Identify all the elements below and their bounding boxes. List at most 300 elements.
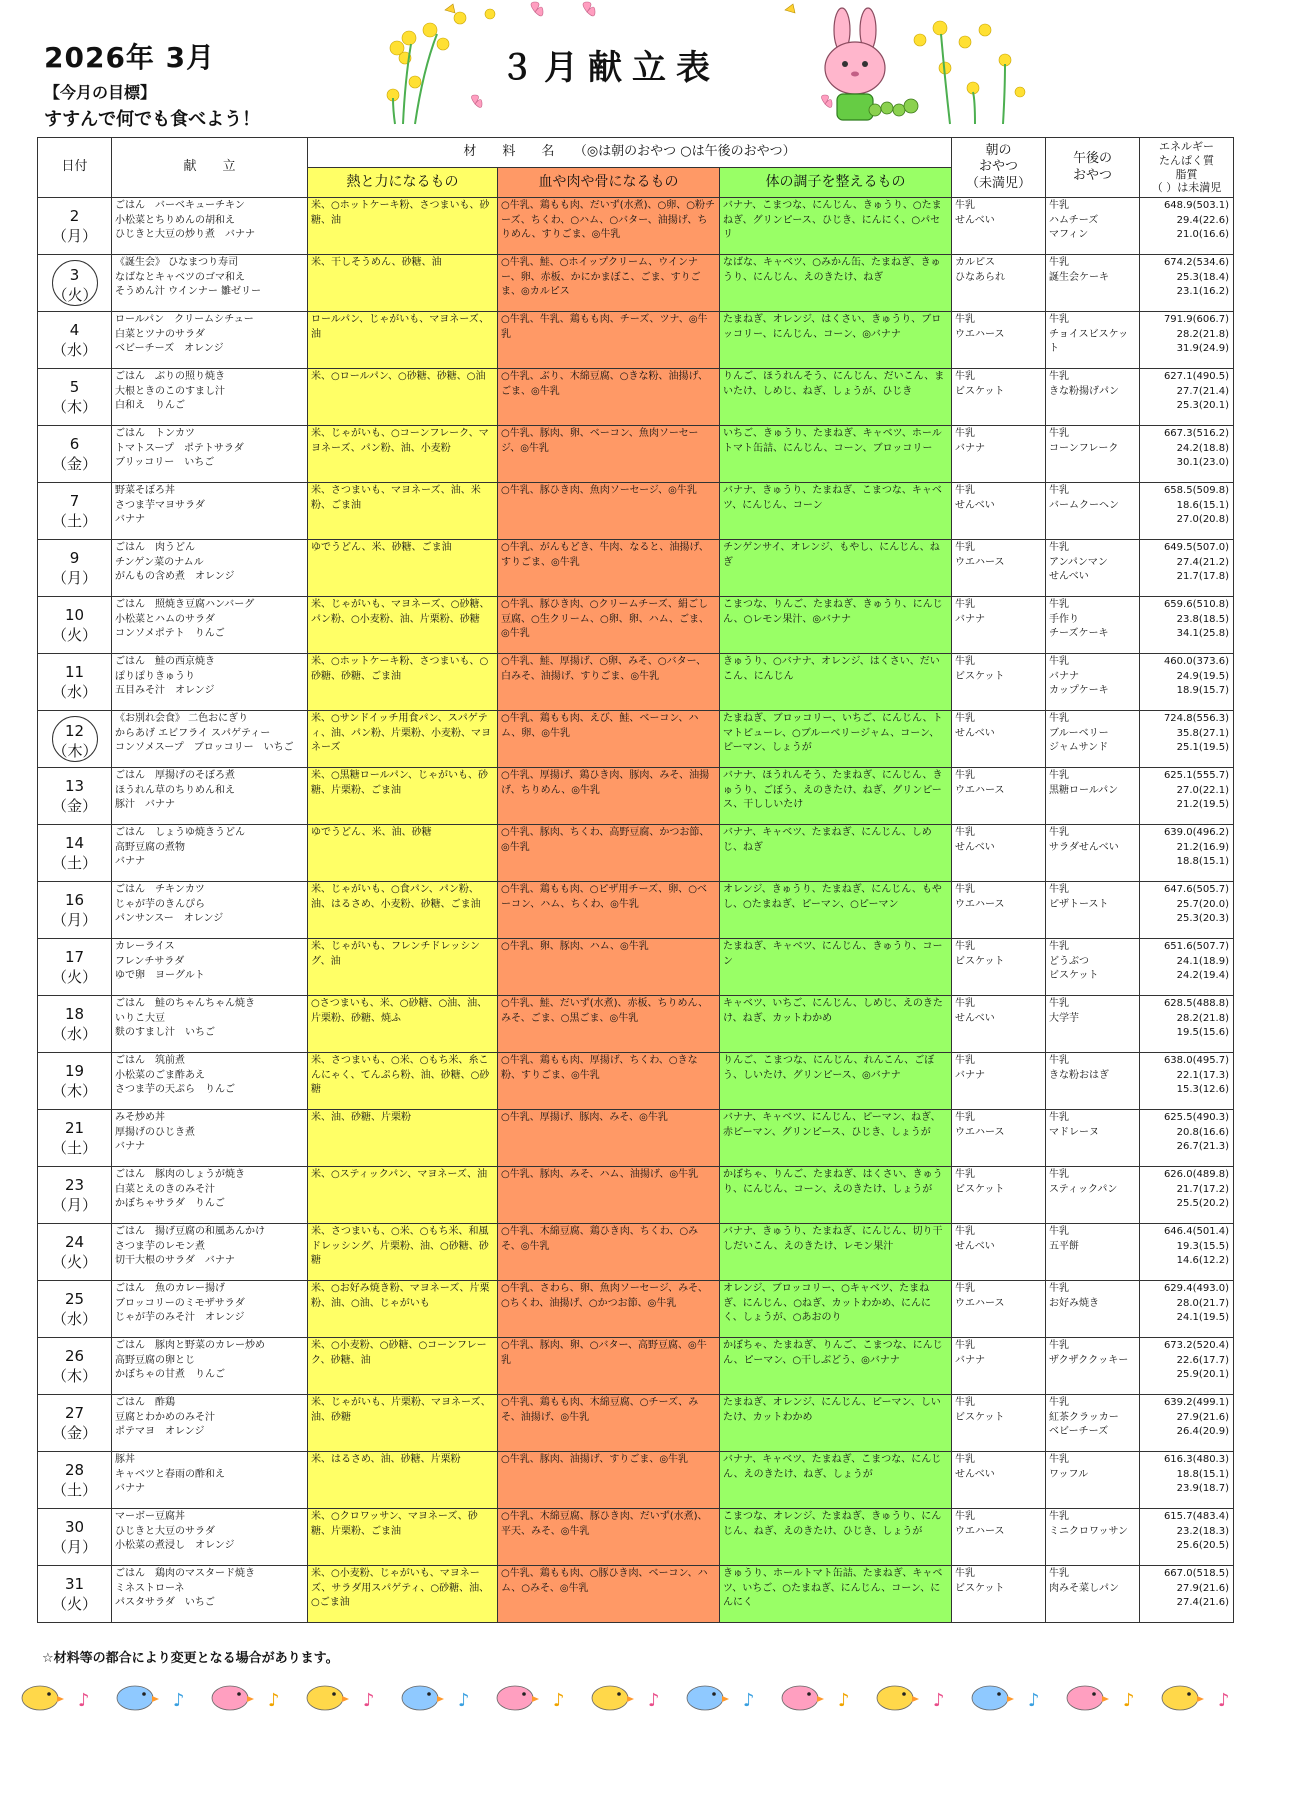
body-ingredients: かぼちゃ、りんご、たまねぎ、はくさい、きゅうり、にんじん、コーン、えのきたけ、しょうが: [720, 1167, 952, 1224]
nutrition-values: [1140, 1110, 1234, 1167]
energy-ingredients: ロールパン、じゃがいも、マヨネーズ、油: [308, 312, 498, 369]
day-number: 27: [64, 1403, 85, 1422]
protein-value: 24.2(18.8): [1176, 442, 1229, 454]
energy-value: 639.0(496.2): [1163, 827, 1229, 838]
bird-icon: [877, 1686, 919, 1710]
afternoon-snack: 牛乳 サラダせんべい: [1046, 825, 1140, 882]
day-of-week: （月）: [51, 1538, 97, 1556]
menu-row: [38, 711, 1234, 768]
fat-value: 27.4(21.6): [1176, 1597, 1229, 1608]
protein-value: 18.6(15.1): [1176, 499, 1229, 511]
fat-value: 31.9(24.9): [1176, 343, 1229, 354]
blood-ingredients: ○牛乳、がんもどき、牛肉、なると、油揚げ、すりごま、◎牛乳: [498, 540, 720, 597]
fat-value: 15.3(12.6): [1176, 1084, 1229, 1095]
body-ingredients: バナナ、こまつな、にんじん、きゅうり、○たまねぎ、グリンピース、ひじき、にんにく、○パセリ: [720, 198, 952, 255]
day-number: 17: [64, 947, 85, 966]
music-note-icon: ♪: [458, 1690, 470, 1711]
day-number: 6: [69, 434, 80, 453]
day-of-week: （土）: [51, 512, 97, 530]
blood-ingredients: ○牛乳、豚肉、油揚げ、すりごま、◎牛乳: [498, 1452, 720, 1509]
day-of-week: （木）: [52, 742, 98, 761]
day-label: [38, 1517, 111, 1558]
fat-value: 18.8(15.1): [1176, 856, 1229, 867]
fat-value: 21.0(16.6): [1176, 229, 1229, 240]
fat-value: 24.1(19.5): [1176, 1312, 1229, 1323]
blood-ingredients: ○牛乳、木綿豆腐、鶏ひき肉、ちくわ、○みそ、◎牛乳: [498, 1224, 720, 1281]
day-cell: [38, 255, 112, 312]
menu-row: [38, 996, 1234, 1053]
fat-value: 25.3(20.1): [1176, 400, 1229, 411]
music-note-icon: ♪: [838, 1690, 850, 1711]
bird-icon: [1067, 1686, 1109, 1710]
day-of-week: （土）: [51, 1139, 97, 1157]
menu-dishes: ごはん チキンカツ じゃが芋のきんぴら パンサンスー オレンジ: [112, 882, 308, 939]
menu-row: [38, 312, 1234, 369]
protein-value: 22.6(17.7): [1176, 1354, 1229, 1366]
body-ingredients: バナナ、キャベツ、たまねぎ、にんじん、しめじ、ねぎ: [720, 825, 952, 882]
menu-row: [38, 1053, 1234, 1110]
morning-snack: 牛乳 ビスケット: [952, 369, 1046, 426]
menu-table: [37, 137, 1234, 1623]
body-ingredients: こまつな、りんご、たまねぎ、きゅうり、にんじん、○レモン果汁、◎バナナ: [720, 597, 952, 654]
body-ingredients: こまつな、オレンジ、たまねぎ、きゅうり、にんじん、ねぎ、えのきたけ、ひじき、しょうが: [720, 1509, 952, 1566]
day-label: [38, 1118, 111, 1159]
music-note-icon: ♪: [743, 1690, 755, 1711]
menu-dishes: ごはん 厚揚げのそぼろ煮 ほうれん草のちりめん和え 豚汁 バナナ: [112, 768, 308, 825]
body-ingredients: きゅうり、○バナナ、オレンジ、はくさい、だいこん、にんじん: [720, 654, 952, 711]
afternoon-snack: 牛乳 五平餅: [1046, 1224, 1140, 1281]
menu-dishes: ロールパン クリームシチュー 白菜とツナのサラダ ベビーチーズ オレンジ: [112, 312, 308, 369]
menu-row: [38, 1395, 1234, 1452]
energy-ingredients: ゆでうどん、米、砂糖、ごま油: [308, 540, 498, 597]
blood-ingredients: ○牛乳、さわら、卵、魚肉ソーセージ、みそ、○ちくわ、油揚げ、○かつお節、◎牛乳: [498, 1281, 720, 1338]
header-morning-snack: 朝の おやつ （未満児）: [952, 138, 1046, 198]
protein-value: 27.0(22.1): [1176, 784, 1229, 796]
body-ingredients: キャベツ、いちご、にんじん、しめじ、えのきたけ、ねぎ、カットわかめ: [720, 996, 952, 1053]
day-cell: [38, 312, 112, 369]
morning-snack: 牛乳 ウエハース: [952, 882, 1046, 939]
menu-dishes: ごはん 魚のカレー揚げ ブロッコリーのミモザサラダ じゃが芋のみそ汁 オレンジ: [112, 1281, 308, 1338]
blood-ingredients: ○牛乳、豚肉、卵、○バター、高野豆腐、◎牛乳: [498, 1338, 720, 1395]
morning-snack: 牛乳 バナナ: [952, 597, 1046, 654]
day-cell: [38, 1509, 112, 1566]
afternoon-snack: 牛乳 黒糖ロールパン: [1046, 768, 1140, 825]
day-of-week: （水）: [51, 1025, 97, 1043]
day-number: 4: [69, 320, 80, 339]
energy-value: 791.9(606.7): [1163, 314, 1229, 325]
blood-ingredients: ○牛乳、鶏もも肉、だいず(水煮)、○卵、○粉チーズ、ちくわ、○ハム、○バター、油揚げ、ちりめん、すりごま、◎牛乳: [498, 198, 720, 255]
fat-value: 23.1(16.2): [1176, 286, 1229, 297]
day-number: 14: [64, 833, 85, 852]
day-number: 19: [64, 1061, 85, 1080]
energy-value: 627.1(490.5): [1163, 371, 1229, 382]
menu-row: [38, 597, 1234, 654]
energy-ingredients: 米、○ホットケーキ粉、さつまいも、○砂糖、砂糖、ごま油: [308, 654, 498, 711]
morning-snack: 牛乳 バナナ: [952, 426, 1046, 483]
day-cell: [38, 996, 112, 1053]
nutrition-values: [1140, 540, 1234, 597]
menu-row: [38, 939, 1234, 996]
energy-value: 651.6(507.7): [1163, 941, 1229, 952]
music-note-icon: ♪: [1123, 1690, 1135, 1711]
day-label: [38, 206, 111, 247]
page-title: ３月献立表: [500, 48, 720, 88]
energy-value: 616.3(480.3): [1163, 1454, 1229, 1465]
header-body-group: 体の調子を整えるもの: [720, 168, 952, 198]
blood-ingredients: ○牛乳、豚肉、卵、ベーコン、魚肉ソーセージ、◎牛乳: [498, 426, 720, 483]
day-label: [38, 434, 111, 475]
morning-snack: 牛乳 ウエハース: [952, 1509, 1046, 1566]
day-of-week: （木）: [51, 1367, 97, 1385]
day-number: 31: [64, 1574, 85, 1593]
protein-value: 28.2(21.8): [1176, 328, 1229, 340]
menu-dishes: ごはん 照焼き豆腐ハンバーグ 小松菜とハムのサラダ コンソメポテト りんご: [112, 597, 308, 654]
blood-ingredients: ○牛乳、ぶり、木綿豆腐、○きな粉、油揚げ、ごま、◎牛乳: [498, 369, 720, 426]
nutrition-values: [1140, 1167, 1234, 1224]
day-label: [38, 548, 111, 589]
blood-ingredients: ○牛乳、卵、豚肉、ハム、◎牛乳: [498, 939, 720, 996]
afternoon-snack: 牛乳 大学芋: [1046, 996, 1140, 1053]
blood-ingredients: ○牛乳、豚ひき肉、魚肉ソーセージ、◎牛乳: [498, 483, 720, 540]
menu-dishes: ごはん 鶏肉のマスタード焼き ミネストローネ パスタサラダ いちご: [112, 1566, 308, 1623]
day-label: [38, 1403, 111, 1444]
day-cell: [38, 1566, 112, 1623]
bird-icon: [1162, 1686, 1204, 1710]
menu-dishes: ごはん 筑前煮 小松菜のごま酢あえ さつま芋の天ぷら りんご: [112, 1053, 308, 1110]
day-of-week: （水）: [51, 683, 97, 701]
afternoon-snack: 牛乳 チョイスビスケット: [1046, 312, 1140, 369]
bird-icon: [782, 1686, 824, 1710]
blood-ingredients: ○牛乳、鶏もも肉、○豚ひき肉、ベーコン、ハム、○みそ、◎牛乳: [498, 1566, 720, 1623]
energy-ingredients: 米、○クロワッサン、マヨネーズ、砂糖、片栗粉、ごま油: [308, 1509, 498, 1566]
blood-ingredients: ○牛乳、鮭、だいず(水煮)、赤板、ちりめん、みそ、ごま、○黒ごま、◎牛乳: [498, 996, 720, 1053]
energy-ingredients: 米、はるさめ、油、砂糖、片栗粉: [308, 1452, 498, 1509]
menu-dishes: ごはん トンカツ トマトスープ ポテトサラダ ブリッコリー いちご: [112, 426, 308, 483]
fat-value: 19.5(15.6): [1176, 1027, 1229, 1038]
protein-value: 19.3(15.5): [1176, 1240, 1229, 1252]
morning-snack: 牛乳 バナナ: [952, 1338, 1046, 1395]
day-number: 9: [69, 548, 80, 567]
energy-value: 674.2(534.6): [1163, 257, 1229, 268]
day-label: [38, 491, 111, 532]
nutrition-values: [1140, 369, 1234, 426]
energy-ingredients: 米、○スティックパン、マヨネーズ、油: [308, 1167, 498, 1224]
morning-snack: カルピス ひなあられ: [952, 255, 1046, 312]
afternoon-snack: 牛乳 ピザトースト: [1046, 882, 1140, 939]
day-of-week: （火）: [51, 1253, 97, 1271]
menu-dishes: みそ炒め丼 厚揚げのひじき煮 バナナ: [112, 1110, 308, 1167]
day-label: [38, 1289, 111, 1330]
header-date-column: 日付: [38, 138, 112, 198]
protein-value: 24.9(19.5): [1176, 670, 1229, 682]
blood-ingredients: ○牛乳、鶏もも肉、厚揚げ、ちくわ、○きな粉、すりごま、◎牛乳: [498, 1053, 720, 1110]
day-number: 10: [64, 605, 85, 624]
menu-row: [38, 768, 1234, 825]
bird-icon: [592, 1686, 634, 1710]
energy-value: 673.2(520.4): [1163, 1340, 1229, 1351]
energy-value: 460.0(373.6): [1163, 656, 1229, 667]
fat-value: 26.7(21.3): [1176, 1141, 1229, 1152]
protein-value: 27.7(21.4): [1176, 385, 1229, 397]
body-ingredients: バナナ、キャベツ、たまねぎ、こまつな、にんじん、えのきたけ、ねぎ、しょうが: [720, 1452, 952, 1509]
menu-row: [38, 1338, 1234, 1395]
morning-snack: 牛乳 ビスケット: [952, 1167, 1046, 1224]
event-day-circle: [52, 716, 98, 762]
day-number: 5: [69, 377, 80, 396]
monthly-goal: すすんで何でも食べよう！: [44, 109, 261, 130]
menu-rows: [38, 198, 1234, 1623]
energy-ingredients: 米、○小麦粉、○砂糖、○コーンフレーク、砂糖、油: [308, 1338, 498, 1395]
nutrition-values: [1140, 1281, 1234, 1338]
blood-ingredients: ○牛乳、豚肉、みそ、ハム、油揚げ、◎牛乳: [498, 1167, 720, 1224]
energy-ingredients: 米、○黒糖ロールパン、じゃがいも、砂糖、片栗粉、ごま油: [308, 768, 498, 825]
afternoon-snack: 牛乳 ザクザククッキー: [1046, 1338, 1140, 1395]
menu-row: [38, 483, 1234, 540]
body-ingredients: バナナ、キャベツ、にんじん、ピーマン、ねぎ、赤ピーマン、グリンピース、ひじき、しょうが: [720, 1110, 952, 1167]
energy-ingredients: 米、○サンドイッチ用食パン、スパゲティ、油、パン粉、片栗粉、小麦粉、マヨネーズ: [308, 711, 498, 768]
afternoon-snack: 牛乳 ブルーベリー ジャムサンド: [1046, 711, 1140, 768]
protein-value: 25.3(18.4): [1176, 271, 1229, 283]
morning-snack: 牛乳 バナナ: [952, 1053, 1046, 1110]
morning-snack: 牛乳 ウエハース: [952, 312, 1046, 369]
afternoon-snack: 牛乳 お好み焼き: [1046, 1281, 1140, 1338]
blood-ingredients: ○牛乳、厚揚げ、鶏ひき肉、豚肉、みそ、油揚げ、ちりめん、◎牛乳: [498, 768, 720, 825]
menu-row: [38, 369, 1234, 426]
header-nutrition: エネルギー たんぱく質 脂質 （ ）は未満児: [1140, 138, 1234, 198]
afternoon-snack: 牛乳 誕生会ケーキ: [1046, 255, 1140, 312]
music-note-icon: ♪: [933, 1690, 945, 1711]
day-cell: [38, 540, 112, 597]
protein-value: 35.8(27.1): [1176, 727, 1229, 739]
afternoon-snack: 牛乳 きな粉おはぎ: [1046, 1053, 1140, 1110]
nutrition-values: [1140, 1053, 1234, 1110]
blood-ingredients: ○牛乳、豚肉、ちくわ、高野豆腐、かつお節、◎牛乳: [498, 825, 720, 882]
energy-ingredients: 米、○ホットケーキ粉、さつまいも、砂糖、油: [308, 198, 498, 255]
fat-value: 34.1(25.8): [1176, 628, 1229, 639]
menu-row: [38, 255, 1234, 312]
day-of-week: （火）: [52, 286, 98, 305]
afternoon-snack: 牛乳 肉みそ菜しパン: [1046, 1566, 1140, 1623]
body-ingredients: たまねぎ、キャベツ、にんじん、きゅうり、コーン: [720, 939, 952, 996]
energy-ingredients: ゆでうどん、米、油、砂糖: [308, 825, 498, 882]
morning-snack: 牛乳 ウエハース: [952, 768, 1046, 825]
energy-ingredients: 米、じゃがいも、○コーンフレーク、マヨネーズ、パン粉、油、小麦粉: [308, 426, 498, 483]
blood-ingredients: ○牛乳、鶏もも肉、えび、鮭、ベーコン、ハム、卵、◎牛乳: [498, 711, 720, 768]
menu-dishes: 豚丼 キャベツと春雨の酢和え バナナ: [112, 1452, 308, 1509]
nutrition-values: [1140, 996, 1234, 1053]
menu-dishes: 《お別れ会食》 二色おにぎり からあげ エビフライ スパゲティー コンソメスープ ブロッコリー いちご: [112, 711, 308, 768]
menu-row: [38, 1167, 1234, 1224]
protein-value: 25.7(20.0): [1176, 898, 1229, 910]
day-cell: [38, 1224, 112, 1281]
nutrition-values: [1140, 426, 1234, 483]
bird-music-border: [0, 1676, 1301, 1726]
protein-value: 28.2(21.8): [1176, 1012, 1229, 1024]
day-of-week: （火）: [51, 626, 97, 644]
bird-icon: [687, 1686, 729, 1710]
menu-dishes: ごはん 酢鶏 豆腐とわかめのみそ汁 ポテマヨ オレンジ: [112, 1395, 308, 1452]
energy-value: 615.7(483.4): [1163, 1511, 1229, 1522]
energy-ingredients: 米、さつまいも、○米、○もち米、糸こんにゃく、てんぷら粉、油、砂糖、○砂糖: [308, 1053, 498, 1110]
nutrition-values: [1140, 825, 1234, 882]
afternoon-snack: 牛乳 紅茶クラッカー ベビーチーズ: [1046, 1395, 1140, 1452]
day-cell: [38, 768, 112, 825]
day-number: 3: [69, 266, 80, 284]
nutrition-values: [1140, 1452, 1234, 1509]
menu-row: [38, 198, 1234, 255]
morning-snack: 牛乳 せんべい: [952, 825, 1046, 882]
menu-dishes: ごはん ぶりの照り焼き 大根ときのこのすまし汁 白和え りんご: [112, 369, 308, 426]
day-cell: [38, 1281, 112, 1338]
menu-dishes: 野菜そぼろ丼 さつま芋マヨサラダ バナナ: [112, 483, 308, 540]
afternoon-snack: 牛乳 アンパンマン せんべい: [1046, 540, 1140, 597]
energy-ingredients: 米、油、砂糖、片栗粉: [308, 1110, 498, 1167]
body-ingredients: きゅうり、ホールトマト缶詰、たまねぎ、キャベツ、いちご、○たまねぎ、にんじん、コーン、にんにく: [720, 1566, 952, 1623]
menu-row: [38, 882, 1234, 939]
day-number: 25: [64, 1289, 85, 1308]
morning-snack: 牛乳 せんべい: [952, 711, 1046, 768]
body-ingredients: かぼちゃ、たまねぎ、りんご、こまつな、にんじん、ピーマン、○干しぶどう、◎バナナ: [720, 1338, 952, 1395]
header-blood-group: 血や肉や骨になるもの: [498, 168, 720, 198]
nutrition-values: [1140, 1509, 1234, 1566]
menu-row: [38, 825, 1234, 882]
music-note-icon: ♪: [173, 1690, 185, 1711]
day-cell: [38, 711, 112, 768]
body-ingredients: たまねぎ、オレンジ、はくさい、きゅうり、ブロッコリー、にんじん、コーン、◎バナナ: [720, 312, 952, 369]
day-cell: [38, 1053, 112, 1110]
footer-note: ☆材料等の都合により変更となる場合があります。: [42, 1651, 339, 1666]
day-of-week: （月）: [51, 911, 97, 929]
energy-ingredients: ○さつまいも、米、○砂糖、○油、油、片栗粉、砂糖、焼ふ: [308, 996, 498, 1053]
body-ingredients: オレンジ、きゅうり、たまねぎ、にんじん、もやし、○たまねぎ、ピーマン、○ピーマン: [720, 882, 952, 939]
afternoon-snack: 牛乳 ハムチーズ マフィン: [1046, 198, 1140, 255]
energy-value: 667.3(516.2): [1163, 428, 1229, 439]
menu-row: [38, 1224, 1234, 1281]
menu-row: [38, 654, 1234, 711]
nutrition-values: [1140, 255, 1234, 312]
afternoon-snack: 牛乳 コーンフレーク: [1046, 426, 1140, 483]
energy-ingredients: 米、○ロールパン、○砂糖、砂糖、○油: [308, 369, 498, 426]
bird-icon: [497, 1686, 539, 1710]
bird-icon: [402, 1686, 444, 1710]
fat-value: 27.0(20.8): [1176, 514, 1229, 525]
day-cell: [38, 1395, 112, 1452]
protein-value: 22.1(17.3): [1176, 1069, 1229, 1081]
day-of-week: （月）: [51, 569, 97, 587]
blood-ingredients: ○牛乳、厚揚げ、豚肉、みそ、◎牛乳: [498, 1110, 720, 1167]
day-of-week: （木）: [51, 1082, 97, 1100]
protein-value: 29.4(22.6): [1176, 214, 1229, 226]
fat-value: 24.2(19.4): [1176, 970, 1229, 981]
day-label: [38, 1232, 111, 1273]
header-ingredients: 材 料 名 （◎は朝のおやつ ○は午後のおやつ）: [308, 138, 952, 168]
day-of-week: （金）: [51, 797, 97, 815]
music-note-icon: ♪: [1028, 1690, 1040, 1711]
day-of-week: （金）: [51, 1424, 97, 1442]
morning-snack: 牛乳 ビスケット: [952, 939, 1046, 996]
protein-value: 21.7(17.2): [1176, 1183, 1229, 1195]
morning-snack: 牛乳 せんべい: [952, 483, 1046, 540]
day-label: [38, 1346, 111, 1387]
blood-ingredients: ○牛乳、鶏もも肉、木綿豆腐、○チーズ、みそ、油揚げ、◎牛乳: [498, 1395, 720, 1452]
afternoon-snack: 牛乳 バナナ カップケーキ: [1046, 654, 1140, 711]
blood-ingredients: ○牛乳、牛乳、鶏もも肉、チーズ、ツナ、◎牛乳: [498, 312, 720, 369]
nutrition-values: [1140, 882, 1234, 939]
day-of-week: （金）: [51, 455, 97, 473]
bird-icon: [212, 1686, 254, 1710]
fat-value: 21.7(17.8): [1176, 571, 1229, 582]
blood-ingredients: ○牛乳、鮭、○ホイップクリーム、ウインナー、卵、赤板、かにかまぼこ、ごま、すりごま、◎カルピス: [498, 255, 720, 312]
header-energy-group: 熱と力になるもの: [308, 168, 498, 198]
menu-row: [38, 426, 1234, 483]
day-of-week: （火）: [51, 1595, 97, 1613]
energy-value: 638.0(495.7): [1163, 1055, 1229, 1066]
nutrition-values: [1140, 312, 1234, 369]
body-ingredients: なばな、キャベツ、○みかん缶、たまねぎ、きゅうり、にんじん、えのきたけ、ねぎ: [720, 255, 952, 312]
day-number: 26: [64, 1346, 85, 1365]
menu-dishes: ごはん 鮭のちゃんちゃん焼き いりこ大豆 麩のすまし汁 いちご: [112, 996, 308, 1053]
day-of-week: （水）: [51, 1310, 97, 1328]
protein-value: 23.2(18.3): [1176, 1525, 1229, 1537]
day-number: 24: [64, 1232, 85, 1251]
morning-snack: 牛乳 ビスケット: [952, 654, 1046, 711]
body-ingredients: バナナ、きゅうり、たまねぎ、にんじん、切り干しだいこん、えのきたけ、レモン果汁: [720, 1224, 952, 1281]
afternoon-snack: 牛乳 マドレーヌ: [1046, 1110, 1140, 1167]
menu-dishes: カレーライス フレンチサラダ ゆで卵 ヨーグルト: [112, 939, 308, 996]
energy-ingredients: 米、じゃがいも、片栗粉、マヨネーズ、油、砂糖: [308, 1395, 498, 1452]
bird-icon: [117, 1686, 159, 1710]
morning-snack: 牛乳 ウエハース: [952, 1110, 1046, 1167]
music-note-icon: ♪: [268, 1690, 280, 1711]
body-ingredients: いちご、きゅうり、たまねぎ、キャベツ、ホールトマト缶詰、にんじん、コーン、ブロッコリー: [720, 426, 952, 483]
nutrition-values: [1140, 939, 1234, 996]
day-of-week: （月）: [51, 227, 97, 245]
blood-ingredients: ○牛乳、鶏もも肉、○ピザ用チーズ、卵、○ベーコン、ハム、ちくわ、◎牛乳: [498, 882, 720, 939]
day-label: [38, 947, 111, 988]
energy-ingredients: 米、さつまいも、マヨネーズ、油、米粉、ごま油: [308, 483, 498, 540]
morning-snack: 牛乳 ウエハース: [952, 540, 1046, 597]
day-label: [38, 1460, 111, 1501]
menu-dishes: ごはん バーベキューチキン 小松菜とちりめんの胡和え ひじきと大豆の炒り煮 バナナ: [112, 198, 308, 255]
day-label: [38, 605, 111, 646]
bird-icon: [22, 1686, 64, 1710]
day-label: [38, 1175, 111, 1216]
morning-snack: 牛乳 せんべい: [952, 1452, 1046, 1509]
morning-snack: 牛乳 せんべい: [952, 1224, 1046, 1281]
day-number: 21: [64, 1118, 85, 1137]
body-ingredients: たまねぎ、ブロッコリー、いちご、にんじん、トマトピューレ、○ブルーベリージャム、コーン、ピーマン、しょうが: [720, 711, 952, 768]
protein-value: 18.8(15.1): [1176, 1468, 1229, 1480]
fat-value: 25.9(20.1): [1176, 1369, 1229, 1380]
afternoon-snack: 牛乳 きな粉揚げパン: [1046, 369, 1140, 426]
day-cell: [38, 882, 112, 939]
day-label: [38, 833, 111, 874]
day-number: 12: [64, 722, 85, 740]
protein-value: 21.2(16.9): [1176, 841, 1229, 853]
music-note-icon: ♪: [78, 1690, 90, 1711]
menu-row: [38, 1566, 1234, 1623]
day-of-week: （木）: [51, 398, 97, 416]
nutrition-values: [1140, 483, 1234, 540]
morning-snack: 牛乳 せんべい: [952, 996, 1046, 1053]
day-of-week: （土）: [51, 1481, 97, 1499]
protein-value: 27.9(21.6): [1176, 1411, 1229, 1423]
fat-value: 30.1(23.0): [1176, 457, 1229, 468]
blood-ingredients: ○牛乳、豚ひき肉、○クリームチーズ、絹ごし豆腐、○生クリーム、○卵、卵、ハム、ごま、◎牛乳: [498, 597, 720, 654]
day-cell: [38, 483, 112, 540]
menu-row: [38, 1281, 1234, 1338]
morning-snack: 牛乳 ビスケット: [952, 1566, 1046, 1623]
